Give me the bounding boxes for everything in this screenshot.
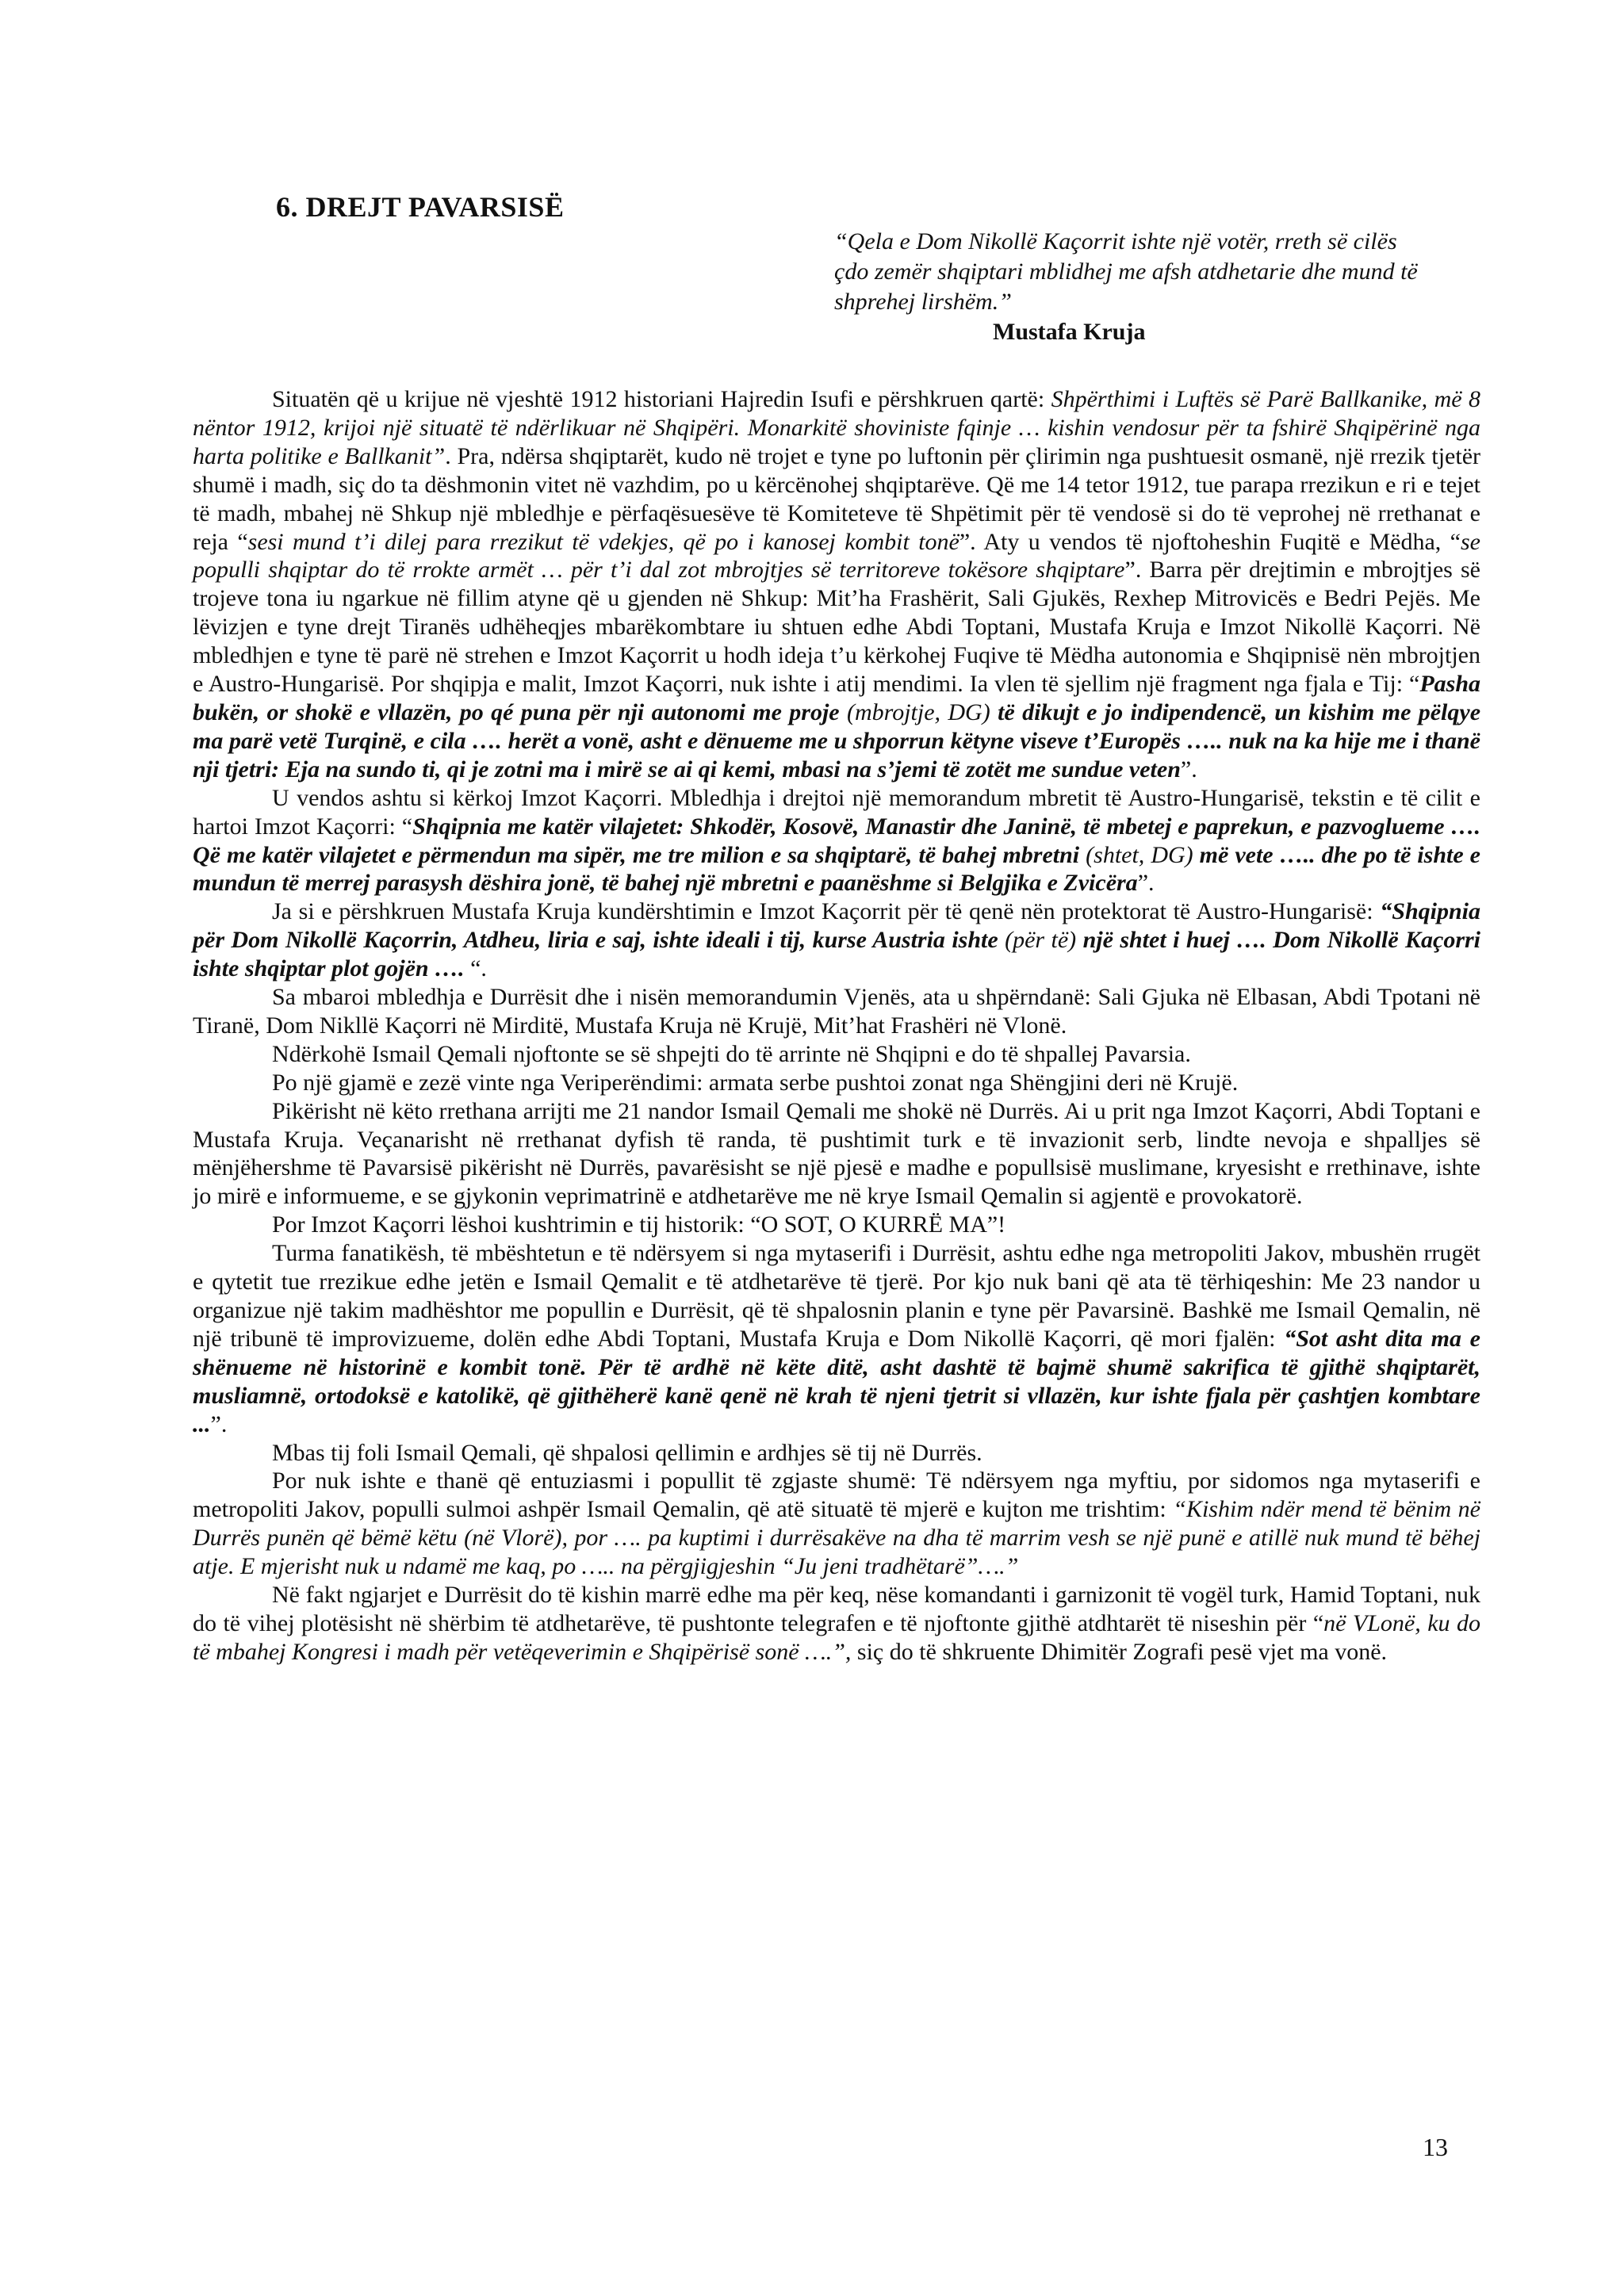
italic-text: se populli shqiptar do të rrokte armët … për t’i dal zot mbrojtjes së territoreve tokësore shqiptare bbox=[193, 528, 1480, 584]
text-run: Ja si e përshkruen Mustafa Kruja kundërshtimin e Imzot Kaçorrit për të qenë nën protektorat të Austro-Hungarisë: bbox=[272, 898, 1381, 925]
text-run: U vendos ashtu si kërkoj Imzot Kaçorri. Mbledhja i drejtoi një memorandum mbretit të Austro-Hungarisë, tekstin e të cilit e hartoi Imzot Kaçorri: “ bbox=[193, 784, 1480, 840]
body-paragraph bbox=[193, 1467, 1480, 1581]
body-paragraph bbox=[193, 1439, 1480, 1468]
epigraph bbox=[834, 227, 1437, 347]
body-paragraph bbox=[193, 784, 1480, 898]
body-paragraph bbox=[193, 897, 1480, 983]
text-run: Po një gjamë e zezë vinte nga Veriperëndimi: armata serbe pushtoi zonat nga Shëngjini deri në Krujë. bbox=[272, 1069, 1239, 1096]
text-run: siç do të shkruente Dhimitër Zografi pesë vjet ma vonë. bbox=[851, 1638, 1388, 1665]
text-run: Turma fanatikësh, të mbështetun e të ndërsyem si nga mytaserifi i Durrësit, ashtu edhe nga metropoliti Jakov, mbushën rrugët e qytetit tue rrezikue edhe jetën e Ismail Qemalit e të atdhetarëve të tjerë. Por kjo nuk bani që ata të tërhiqeshin: Me 23 nandor u organizue një takim madhështor me popullin e Durrësit, që të shpalosnin planin e tyne për Pavarsinë. Bashkë me Ismail Qemalin, në një tribunë të improvizueme, dolën edhe Abdi Toptani, Mustafa Kruja e Dom Nikollë Kaçorri, që mori fjalën: bbox=[193, 1240, 1480, 1352]
text-run: Pikërisht në këto rrethana arrijti me 21 nandor Ismail Qemali me shokë në Durrës. Ai u prit nga Imzot Kaçorri, Abdi Toptani e Mustafa Kruja. Veçanarisht në rrethanat dyfish të randa, të pushtimit turk e të invazionit serb, lindte nevoja e shpalljes së mënjëhershme të Pavarsisë pikërisht në Durrës, pavarësisht se një pjesë e madhe e popullsisë muslimane, kryesisht e rrethinave, ishte jo mirë e informueme, e se gjykonin veprimatrinë e atdhetarëve me në krye Ismail Qemalin si agjentë e provokatorë. bbox=[193, 1097, 1480, 1210]
body-paragraph bbox=[193, 1211, 1480, 1239]
section-heading: 6. DREJT PAVARSISË bbox=[276, 191, 565, 223]
body-paragraph bbox=[193, 983, 1480, 1040]
bold-italic-text: Shqipnia me katër vilajetet: Shkodër, Kosovë, Manastir dhe Janinë, të mbetej e paprekun, e pazvoglueme …. Që me katër vilajetet e përmendun ma sipër, me tre milion e sa shqiptarë, të bahej mbretni bbox=[193, 813, 1481, 868]
body-paragraph bbox=[193, 1239, 1480, 1438]
text-run: Ndërkohë Ismail Qemali njoftonte se së shpejti do të arrinte në Shqipni e do të shpallej Pavarsia. bbox=[272, 1040, 1191, 1067]
italic-text: (mbrojtje, DG) bbox=[846, 698, 998, 725]
epigraph-author: Mustafa Kruja bbox=[993, 319, 1146, 345]
page-number: 13 bbox=[1423, 2133, 1448, 2161]
italic-text: në VLonë, ku do të mbahej Kongresi i madh për vetëqeverimin e Shqipërisë sonë ….”, bbox=[193, 1609, 1480, 1665]
italic-text: “Kishim ndër mend të bënim në Durrës punën që bëmë këtu (në Vlorë), por …. pa kuptimi i durrësakëve na dha të marrim vesh se një punë e atillë nuk mund të bëhej atje. E mjerisht nuk u ndamë me kaq, po ….. na përgjigjeshin “Ju jeni tradhëtarë”….” bbox=[193, 1496, 1480, 1580]
epigraph-quote: “Qela e Dom Nikollë Kaçorrit ishte një votër, rreth së cilës çdo zemër shqiptari mblidhej me afsh atdhetarie dhe mund të shprehej lirshëm.” bbox=[834, 228, 1418, 315]
body-paragraph bbox=[193, 385, 1480, 784]
body-paragraph bbox=[193, 1040, 1480, 1069]
italic-text: (për të) bbox=[1005, 927, 1083, 954]
body-paragraph bbox=[193, 1581, 1480, 1667]
text-run: ”. Barra për drejtimin e mbrojtjes së trojeve tona iu ngarkue në fillim atyne që u gjenden në Shkup: Mit’ha Frashërit, Sali Gjukës, Rexhep Mitrovicës e Bedri Pejës. Me lëvizjen e tyne drejt Tiranës udhëheqjes mbarëkombtare iu shtuen edhe Abdi Toptani, Mustafa Kruja e Imzot Nikollë Kaçorri. Në mbledhjen e tyne të parë në strehen e Imzot Kaçorrit u hodh ideja t’u kërkohej Fuqive të Mëdha autonomia e Shqipnisë nën mbrojtjen e Austro-Hungarisë. Por shqipja e malit, Imzot Kaçorri, nuk ishte i atij mendimi. Ia vlen të sjellim një fragment nga fjala e Tij: “ bbox=[193, 557, 1480, 698]
text-run: Sa mbaroi mbledhja e Durrësit dhe i nisën memorandumin Vjenës, ata u shpërndanë: Sali Gjuka në Elbasan, Abdi Tpotani në Tiranë, Dom Nikllë Kaçorri në Mirditë, Mustafa Kruja në Krujë, Mit’hat Frashëri në Vlonë. bbox=[193, 984, 1480, 1039]
bold-italic-text: “Sot asht dita ma e shënueme në historinë e kombit tonë. Për të ardhë në këte ditë, asht dashtë të bajmë shumë sakrifica të gjithë shqiptarët, musliamnë, ortodoksë e katolikë, që gjithëherë kanë qenë në krah të njeni tjetrit si vllazën, kur ishte fjala për çashtjen kombtare ... bbox=[193, 1325, 1480, 1437]
bold-italic-text: “Shqipnia për Dom Nikollë Kaçorrin, Atdheu, liria e saj, ishte ideali i tij, kurse Austria ishte bbox=[193, 898, 1480, 954]
body-paragraph bbox=[193, 1069, 1480, 1097]
text-run: Por nuk ishte e thanë që entuziasmi i popullit të zgjaste shumë: Të ndërsyem nga myftiu, por sidomos nga mytaserifi e metropoliti Jakov, populli sulmoi ashpër Ismail Qemalin, që atë situatë të mjerë e kujton me trishtim: bbox=[193, 1468, 1480, 1523]
text-run: Mbas tij foli Ismail Qemali, që shpalosi qellimin e ardhjes së tij në Durrës. bbox=[272, 1439, 982, 1466]
text-run: ”. bbox=[210, 1410, 228, 1437]
text-run: ”. bbox=[1137, 870, 1155, 897]
text-run: . Pra, ndërsa shqiptarët, kudo në trojet e tyne po luftonin për çlirimin nga pushtuesit osmanë, një rrezik tjetër shumë i madh, siç do ta dëshmonin vitet në vazhdim, po u kërcënohej shqiptarëve. Që me 14 tetor 1912, tue parapa rrezikun e ri e tejet të madh, mbahej në Shkup një mbledhje e përfaqësuesëve të Komiteteve të Shpëtimit për të vendosë si do të veprohej në rrethanat e reja “ bbox=[193, 442, 1481, 555]
bold-italic-text: të dikujt e jo indipendencë, un kishim me pëlqye ma parë vetë Turqinë, e cila …. herët a vonë, asht e dënueme me u shporrun këtyne viseve t’Europës ….. nuk na ka hije me i thanë nji tjetri: Eja na sundo ti, qi je zotni ma i mirë se ai qi kemi, mbasi na s’jemi të zotët me sundue veten bbox=[193, 698, 1481, 783]
body-text bbox=[193, 385, 1480, 1667]
bold-italic-text: më vete ….. dhe po të ishte e mundun të merrej parasysh dëshira jonë, të bahej një mbretni e paanëshme si Belgjika e Zvicëra bbox=[193, 841, 1480, 897]
text-run: Situatën që u krijue në vjeshtë 1912 historiani Hajredin Isufi e përshkruen qartë: bbox=[272, 386, 1051, 412]
italic-text: Shpërthimi i Luftës së Parë Ballkanike, më 8 nëntor 1912, krijoi një situatë të ndërlikuar në Shqipëri. Monarkitë shoviniste fqinje … kishin vendosur për ta fshirë Shqipërinë nga harta politike e Ballkanit” bbox=[193, 386, 1480, 469]
bold-italic-text: një shtet i huej …. Dom Nikollë Kaçorri ishte shqiptar plot gojën …. bbox=[193, 927, 1481, 982]
italic-text: (shtet, DG) bbox=[1086, 841, 1200, 868]
italic-text: sesi mund t’i dilej para rrezikut të vdekjes, që po i kanosej kombit tonë bbox=[247, 528, 959, 555]
text-run: Por Imzot Kaçorri lëshoi kushtrimin e tij historik: “O SOT, O KURRË MA”! bbox=[272, 1211, 1006, 1238]
body-paragraph bbox=[193, 1097, 1480, 1211]
text-run: ”. bbox=[1180, 756, 1197, 783]
bold-italic-text: Pasha bukën, or shokë e vllazën, po qé puna për nji autonomi me proje bbox=[193, 671, 1480, 725]
text-run: “. bbox=[464, 955, 487, 982]
text-run: ”. Aty u vendos të njoftoheshin Fuqitë e Mëdha, “ bbox=[959, 528, 1461, 555]
text-run: Në fakt ngjarjet e Durrësit do të kishin marrë edhe ma për keq, nëse komandanti i garnizonit të vogël turk, Hamid Toptani, nuk do të vihej plotësisht në shërbim të atdhetarëve, të pushtonte telegrafen e të njoftonte gjithë atdhtarët të niseshin për “ bbox=[193, 1582, 1480, 1636]
